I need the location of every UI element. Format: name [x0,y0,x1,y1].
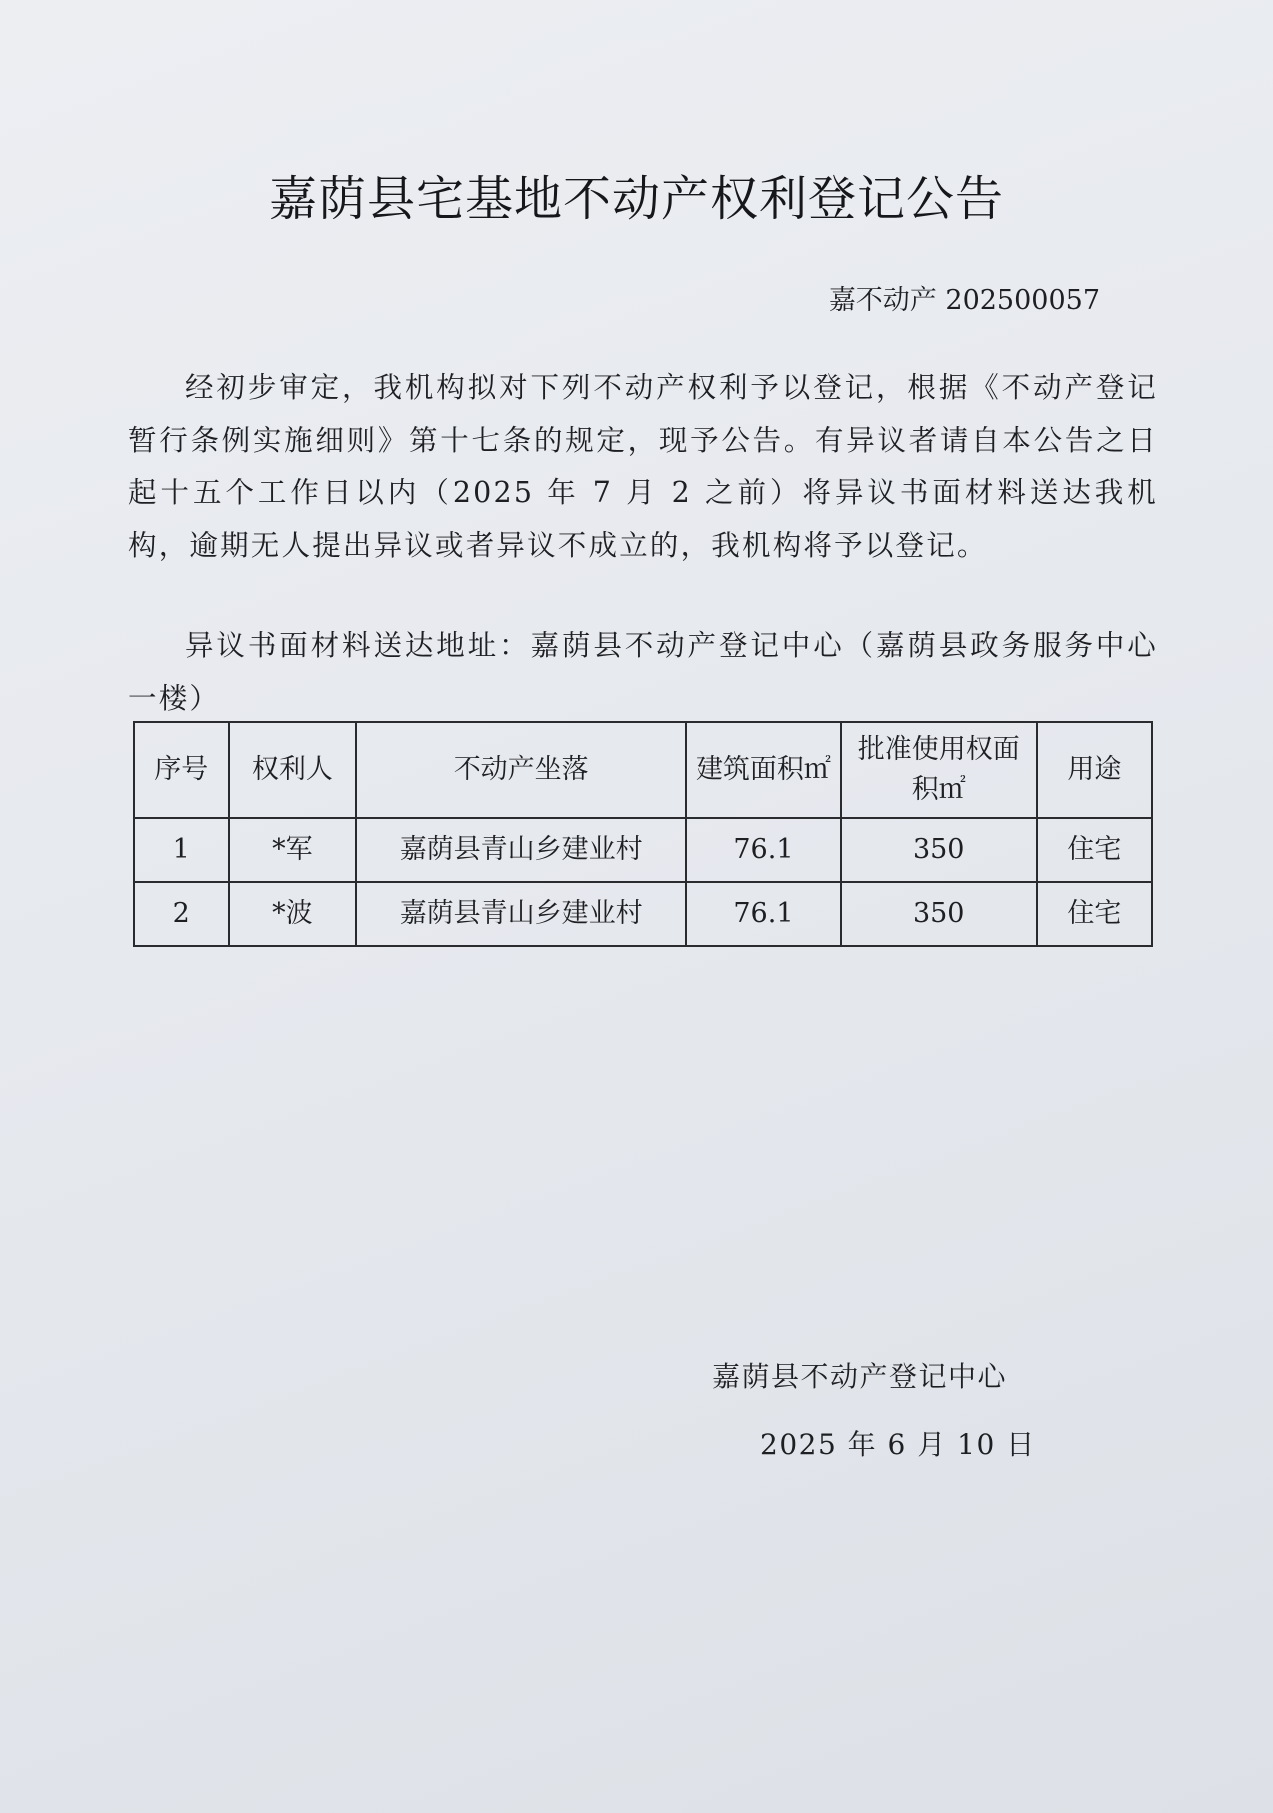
issue-date: 2025 年 6 月 10 日 [760,1428,1036,1461]
header-usage: 用途 [1037,722,1152,818]
header-serial: 序号 [134,722,229,818]
notice-paragraph-main: 经初步审定，我机构拟对下列不动产权利予以登记，根据《不动产登记暂行条例实施细则》第十七条的规定，现予公告。有异议者请自本公告之日起十五个工作日以内（2025 年 7 月 2 之前）将异议书面材料送达我机构，逾期无人提出异议或者异议不成立的，我机构将予以登记。 [128,371,1158,562]
cell-building-area: 76.1 [686,818,840,882]
cell-usage: 住宅 [1037,882,1152,946]
cell-approved-land-area: 350 [841,882,1037,946]
table-header-row [134,722,1152,818]
issuing-organization: 嘉荫县不动产登记中心 [712,1360,1008,1393]
notice-title: 嘉荫县宅基地不动产权利登记公告 [268,171,1004,227]
document-number: 嘉不动产 202500057 [828,285,1100,316]
cell-location: 嘉荫县青山乡建业村 [356,882,686,946]
registration-table [133,721,1153,947]
header-location: 不动产坐落 [356,722,686,818]
table-row [134,818,1152,882]
cell-serial: 1 [134,818,229,882]
header-building-area: 建筑面积㎡ [686,722,840,818]
header-holder: 权利人 [229,722,357,818]
cell-holder: *波 [229,882,357,946]
cell-serial: 2 [134,882,229,946]
notice-paragraph-address: 异议书面材料送达地址：嘉荫县不动产登记中心（嘉荫县政务服务中心一楼） [128,629,1158,715]
cell-approved-land-area: 350 [841,818,1037,882]
cell-holder: *军 [229,818,357,882]
cell-building-area: 76.1 [686,882,840,946]
cell-usage: 住宅 [1037,818,1152,882]
cell-location: 嘉荫县青山乡建业村 [356,818,686,882]
table-row [134,882,1152,946]
header-approved-land-area: 批准使用权面积㎡ [841,722,1037,818]
